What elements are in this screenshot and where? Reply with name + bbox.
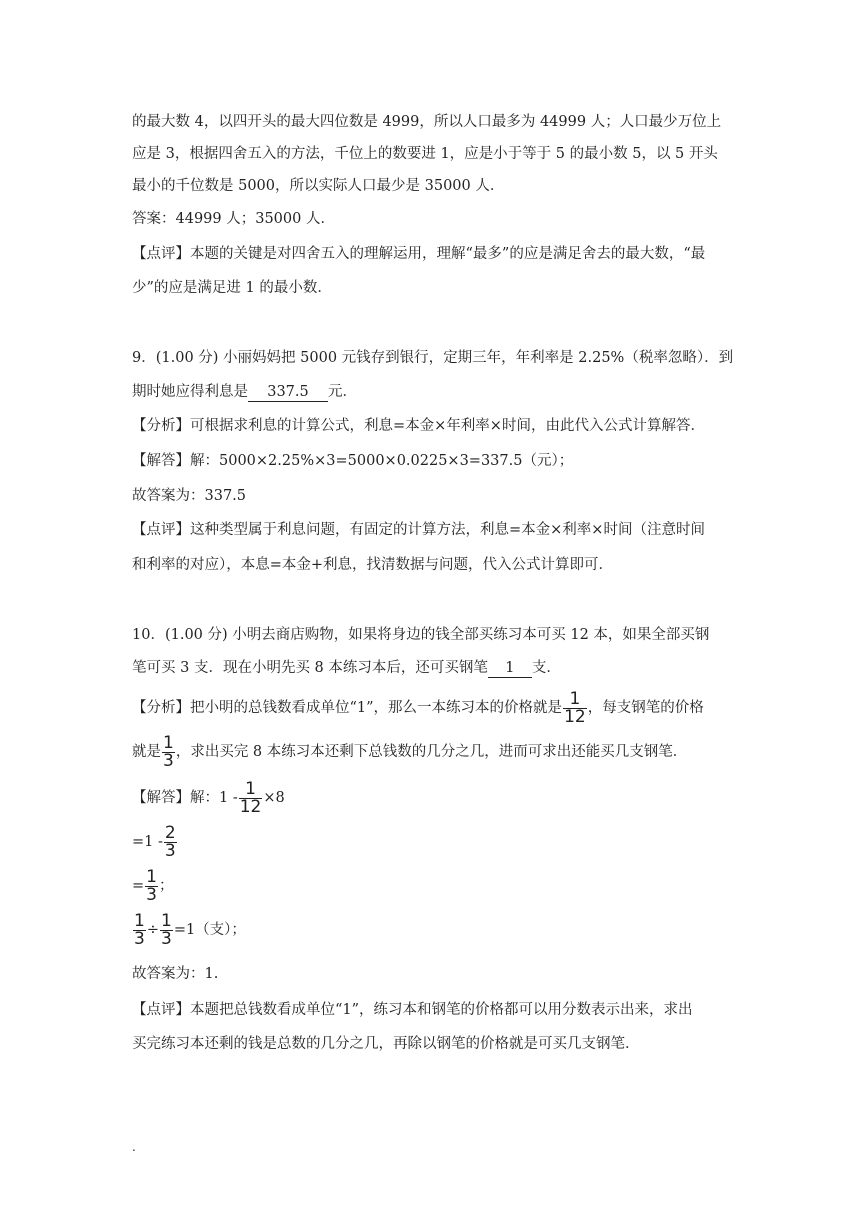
q10-text-pre: 笔可买 3 支．现在小明先买 8 本练习本后，还可买钢笔 [132, 660, 488, 676]
q10-text-post: 支． [531, 660, 561, 676]
q9-analysis: 【分析】可根据求利息的计算公式，利息=本金×年利率×时间，由此代入公式计算解答． [132, 418, 705, 434]
text-line: 最小的千位数是 5000，所以实际人口最少是 35000 人． [132, 178, 505, 194]
q9-answer-blank: 337.5 [248, 383, 328, 402]
comment-line: 【点评】本题的关键是对四舍五入的理解运用，理解“最多”的应是满足舍去的最大数，“最 [132, 246, 706, 262]
q9-comment: 【点评】这种类型属于利息问题，有固定的计算方法，利息=本金×利率×时间（注意时间 [132, 522, 705, 538]
footer-dot: . [132, 1140, 136, 1154]
fraction-one-twelfth: $\frac{1}{12}$ [239, 778, 262, 817]
fraction-one-third: $\frac{1}{3}$ [160, 910, 172, 949]
q10-sol1-post: ×8 [263, 790, 285, 806]
text-line: 应是 3，根据四舍五入的方法，千位上的数要进 1，应是小于等于 5 的最小数 5，以 5 开头 [132, 146, 718, 162]
q10-analysis-line1 [132, 689, 704, 727]
q10-sol1-pre: 【解答】解：1 - [132, 790, 238, 806]
q10-analysis2-post: ，求出买完 8 本练习本还剩下总钱数的几分之几，进而可求出还能买几支钢笔． [175, 744, 688, 760]
q9-text-line2 [132, 382, 357, 402]
q10-analysis2-pre: 就是 [132, 744, 161, 760]
q10-analysis-post: ，每支钢笔的价格 [587, 700, 704, 716]
answer-line: 答案：44999 人；35000 人． [132, 211, 335, 227]
q10-answer-blank: 1 [488, 659, 532, 678]
fraction-one-twelfth: $\frac{1}{12}$ [564, 688, 586, 727]
q10-comment: 【点评】本题把总钱数看成单位“1”，练习本和钢笔的价格都可以用分数表示出来，求出 [132, 1002, 693, 1018]
comment-line: 少”的应是满足进 1 的最小数． [132, 280, 332, 296]
text-line: 的最大数 4，以四开头的最大四位数是 4999，所以人口最多为 44999 人；人口最少万位上 [132, 114, 722, 130]
q10-text: 10．(1.00 分) 小明去商店购物，如果将身边的钱全部买练习本可买 12 本，如果全部买钢 [132, 627, 710, 643]
q9-comment: 和利率的对应），本息=本金+利息，找清数据与问题，代入公式计算即可． [132, 557, 614, 573]
divide-sign: ÷ [146, 922, 159, 938]
fraction-one-third: $\frac{1}{3}$ [134, 910, 145, 949]
fraction-one-third: $\frac{1}{3}$ [163, 732, 174, 771]
q10-final-answer: 故答案为：1. [132, 966, 219, 982]
q10-sol2-pre: =1 - [132, 834, 163, 850]
q10-text-line2 [132, 658, 561, 678]
fraction-two-thirds: $\frac{2}{3}$ [164, 822, 176, 861]
q9-solution: 【解答】解：5000×2.25%×3=5000×0.0225×3=337.5（元）； [132, 453, 574, 469]
q9-final-answer: 故答案为：337.5 [132, 488, 247, 504]
q9-text-pre: 期时她应得利息是 [132, 384, 248, 400]
fraction-one-third: $\frac{1}{3}$ [146, 866, 157, 905]
q10-solution-line3 [132, 867, 173, 905]
q10-sol3-pre: = [132, 878, 145, 894]
q10-analysis-pre: 【分析】把小明的总钱数看成单位“1”，那么一本练习本的价格就是 [132, 700, 563, 716]
q10-comment: 买完练习本还剩的钱是总数的几分之几，再除以钢笔的价格就是可买几支钢笔． [132, 1036, 640, 1052]
q10-sol4-post: =1（支）； [173, 922, 246, 938]
q10-solution-line1 [132, 779, 285, 817]
q9-text: 9．(1.00 分) 小丽妈妈把 5000 元钱存到银行，定期三年，年利率是 2.25%（税率忽略）．到 [132, 350, 734, 366]
q9-text-post: 元． [328, 384, 357, 400]
q10-sol3-post: ； [158, 878, 174, 894]
q10-analysis-line2 [132, 733, 687, 771]
q10-solution-line4 [132, 911, 246, 949]
q10-solution-line2 [132, 823, 178, 861]
